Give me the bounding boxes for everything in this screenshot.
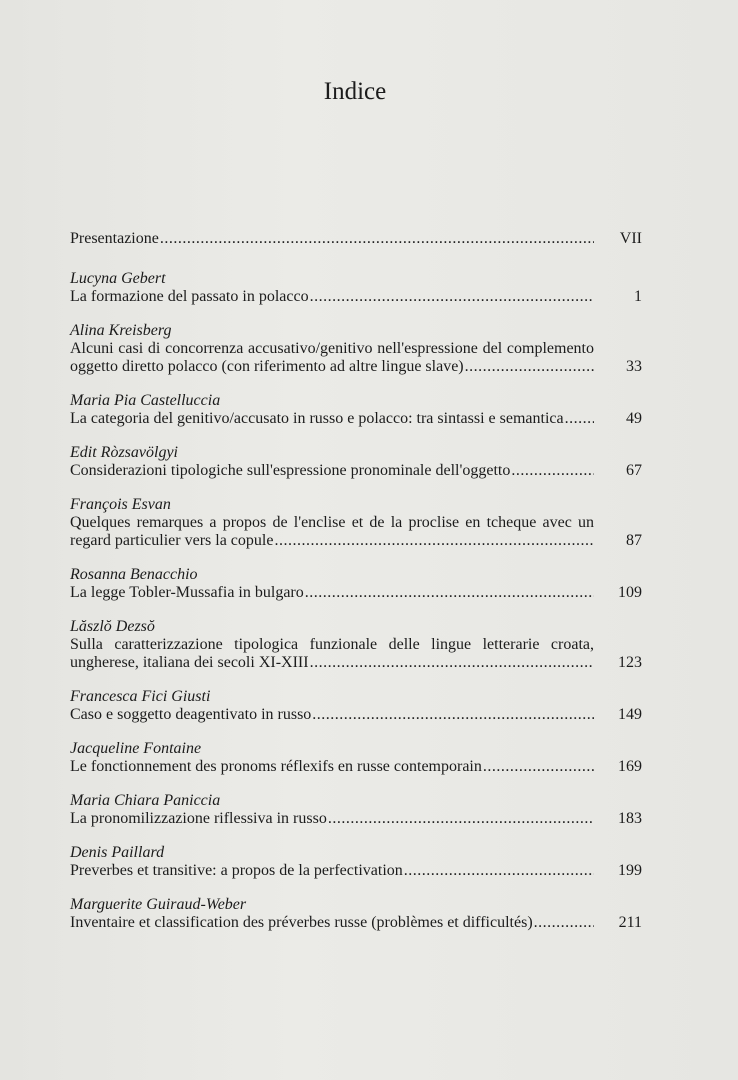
toc-entry bbox=[70, 896, 642, 932]
toc-page-number: 49 bbox=[626, 410, 642, 427]
toc-entry bbox=[70, 844, 642, 880]
toc-page-number: 1 bbox=[634, 288, 642, 305]
toc-title: La categoria del genitivo/accusato in russo e polacco: tra sintassi e semantica bbox=[70, 410, 564, 427]
toc-title-row bbox=[70, 230, 642, 248]
toc-title: Considerazioni tipologiche sull'espressione pronominale dell'oggetto bbox=[70, 462, 511, 479]
toc-title: oggetto diretto polacco (con riferimento ad altre lingue slave) bbox=[70, 358, 464, 375]
toc-title: Le fonctionnement des pronoms réflexifs en russe contemporain bbox=[70, 758, 482, 775]
dot-leader bbox=[465, 358, 594, 376]
toc-entry bbox=[70, 740, 642, 776]
toc-page-number: 123 bbox=[618, 654, 642, 671]
toc-page-number: 149 bbox=[618, 706, 642, 723]
toc-author: Marguerite Guiraud-Weber bbox=[70, 896, 247, 913]
toc-title: Inventaire et classification des préverbes russe (problèmes et difficultés) bbox=[70, 914, 533, 931]
toc-entry bbox=[70, 566, 642, 602]
toc-author: Alina Kreisberg bbox=[70, 322, 172, 339]
toc-page-number: VII bbox=[619, 230, 642, 247]
toc-entry bbox=[70, 618, 642, 672]
dot-leader bbox=[511, 462, 594, 480]
toc-title-row bbox=[70, 654, 642, 672]
page-title: Indice bbox=[323, 78, 387, 105]
toc-title: Caso e soggetto deagentivato in russo bbox=[70, 706, 312, 723]
toc-author: Lăszlŏ Dezsŏ bbox=[70, 618, 155, 635]
toc-author: Edit Ròzsavölgyi bbox=[70, 444, 178, 461]
toc-title-row bbox=[70, 758, 642, 776]
toc-title-line: Alcuni casi di concorrenza accusativo/genitivo nell'espressione del complemento bbox=[70, 340, 594, 357]
toc-author: Francesca Fici Giusti bbox=[70, 688, 211, 705]
dot-leader bbox=[160, 230, 594, 248]
toc-author: Lucyna Gebert bbox=[70, 270, 166, 287]
dot-leader bbox=[310, 654, 594, 672]
toc-title: regard particulier vers la copule bbox=[70, 532, 274, 549]
toc-title: La formazione del passato in polacco bbox=[70, 288, 309, 305]
toc-title: ungherese, italiana dei secoli XI-XIII bbox=[70, 654, 309, 671]
toc-author: Maria Pia Castelluccia bbox=[70, 392, 221, 409]
toc-title: La pronomilizzazione riflessiva in russo bbox=[70, 810, 327, 827]
toc-entry bbox=[70, 230, 642, 248]
toc-title-row bbox=[70, 914, 642, 932]
toc-title-row bbox=[70, 358, 642, 376]
toc-entry bbox=[70, 688, 642, 724]
dot-leader bbox=[483, 758, 594, 776]
toc-entry bbox=[70, 792, 642, 828]
dot-leader bbox=[305, 584, 594, 602]
toc-entry bbox=[70, 496, 642, 550]
toc-list bbox=[70, 230, 642, 948]
toc-entry bbox=[70, 322, 642, 376]
toc-page-number: 211 bbox=[618, 914, 642, 931]
dot-leader bbox=[565, 410, 594, 428]
dot-leader bbox=[534, 914, 594, 932]
toc-entry bbox=[70, 444, 642, 480]
dot-leader bbox=[312, 706, 594, 724]
toc-page-number: 183 bbox=[618, 810, 642, 827]
toc-title: Preverbes et transitive: a propos de la perfectivation bbox=[70, 862, 403, 879]
toc-page-number: 33 bbox=[626, 358, 642, 375]
toc-title-row bbox=[70, 810, 642, 828]
toc-page-number: 169 bbox=[618, 758, 642, 775]
toc-author: Rosanna Benacchio bbox=[70, 566, 198, 583]
toc-title: Presentazione bbox=[70, 230, 159, 247]
dot-leader bbox=[310, 288, 594, 306]
toc-title-row bbox=[70, 862, 642, 880]
dot-leader bbox=[328, 810, 594, 828]
dot-leader bbox=[404, 862, 594, 880]
toc-page-number: 87 bbox=[626, 532, 642, 549]
toc-title-row bbox=[70, 532, 642, 550]
toc-author: Maria Chiara Paniccia bbox=[70, 792, 221, 809]
toc-entry bbox=[70, 392, 642, 428]
toc-title-line: Sulla caratterizzazione tipologica funzionale delle lingue letterarie croata, bbox=[70, 636, 594, 653]
toc-author: Jacqueline Fontaine bbox=[70, 740, 202, 757]
toc-title-line: Quelques remarques a propos de l'enclise et de la proclise en tcheque avec un bbox=[70, 514, 594, 531]
toc-title-row bbox=[70, 706, 642, 724]
toc-title: La legge Tobler-Mussafia in bulgaro bbox=[70, 584, 304, 601]
toc-author: Denis Paillard bbox=[70, 844, 165, 861]
toc-title-row bbox=[70, 584, 642, 602]
toc-author: François Esvan bbox=[70, 496, 171, 513]
dot-leader bbox=[274, 532, 594, 550]
toc-entry bbox=[70, 270, 642, 306]
toc-title-row bbox=[70, 462, 642, 480]
toc-title-row bbox=[70, 288, 642, 306]
toc-page-number: 199 bbox=[618, 862, 642, 879]
toc-page-number: 109 bbox=[618, 584, 642, 601]
toc-page-number: 67 bbox=[626, 462, 642, 479]
toc-title-row bbox=[70, 410, 642, 428]
